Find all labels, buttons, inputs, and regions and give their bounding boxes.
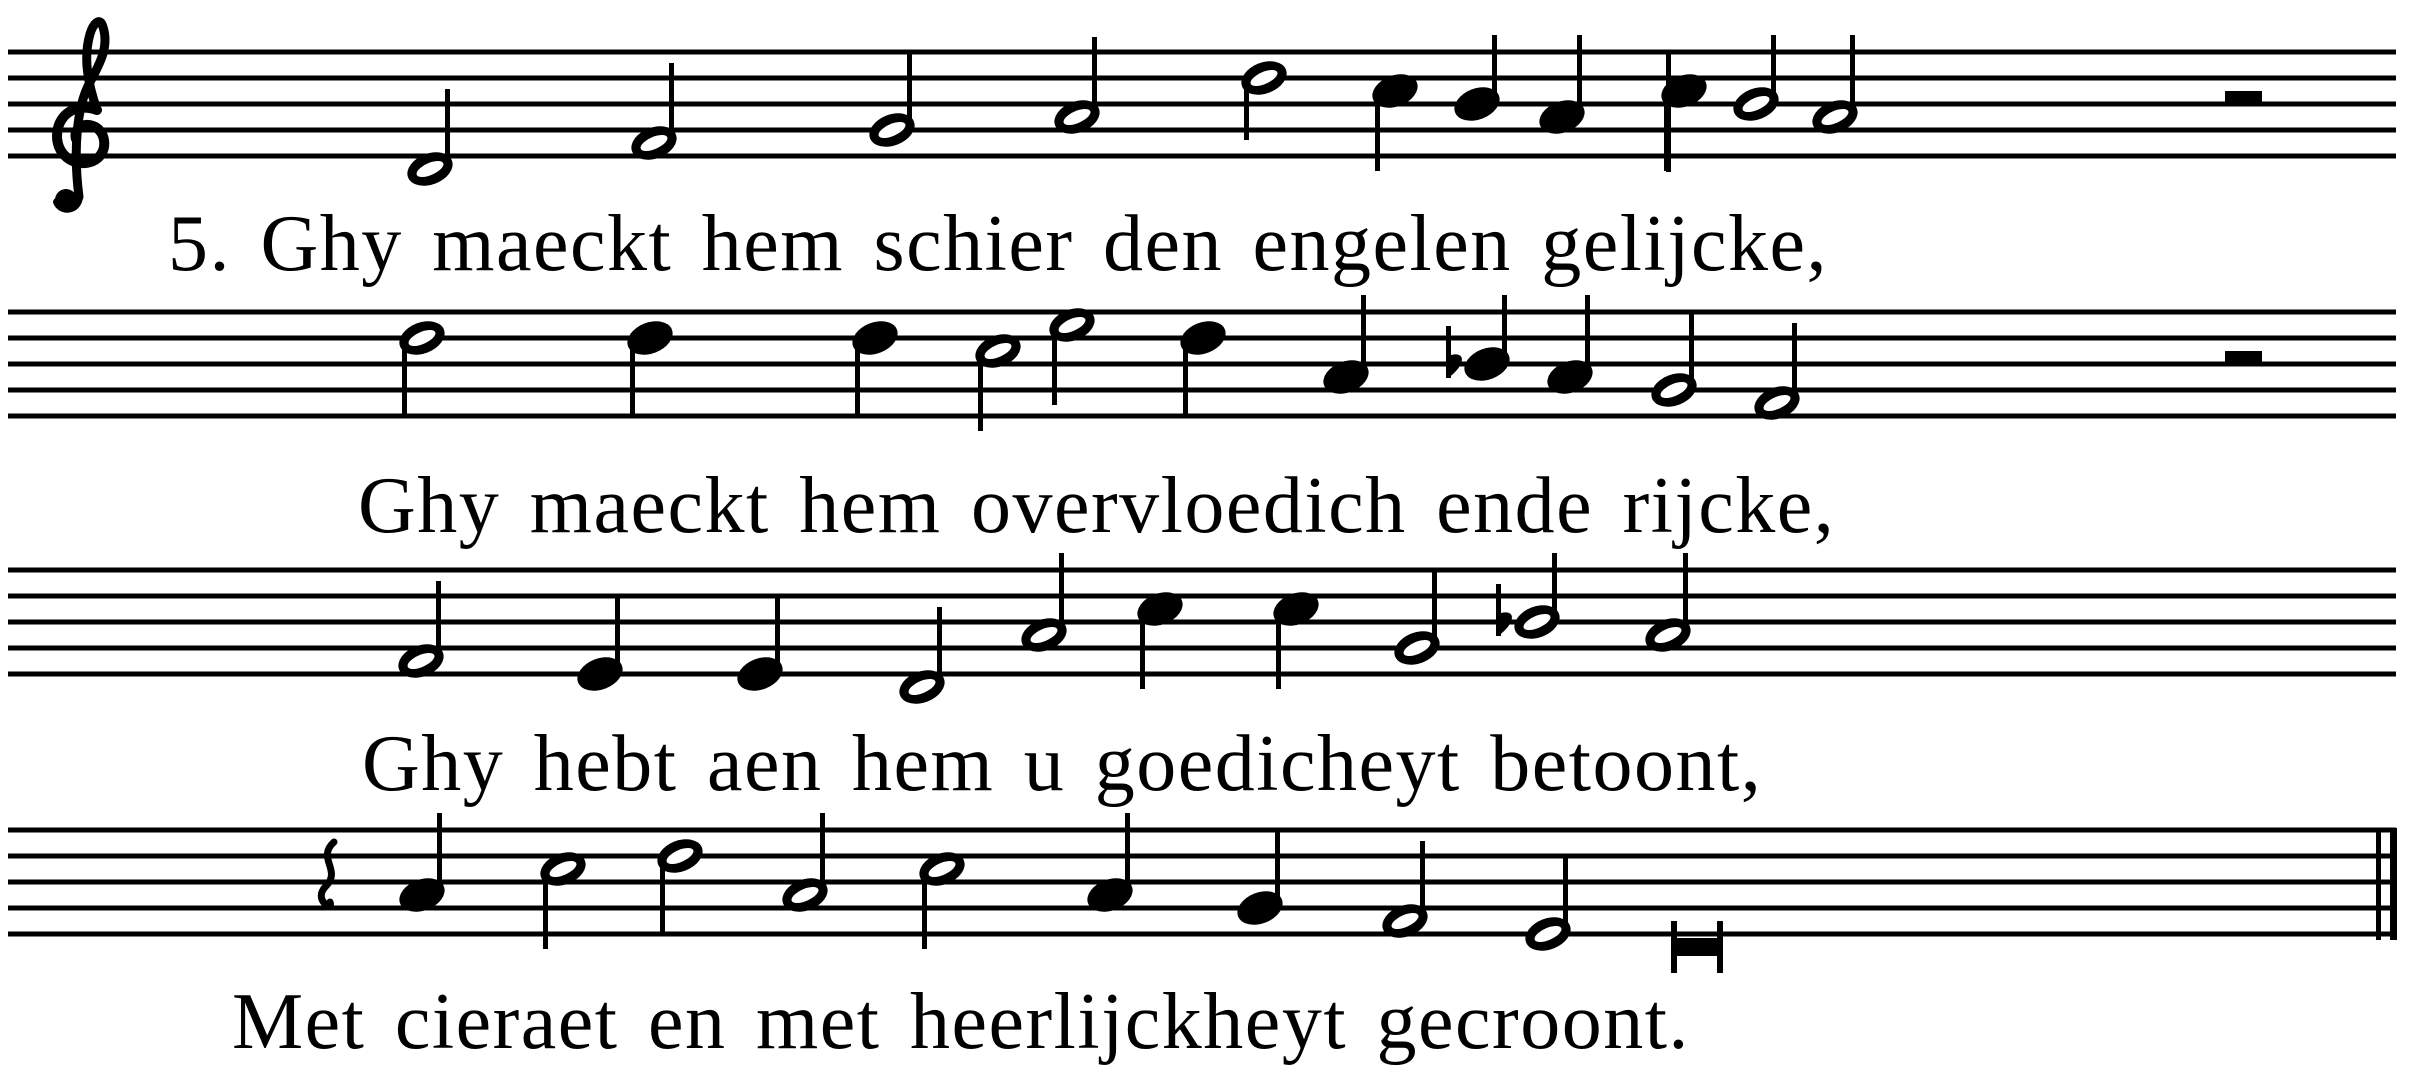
staff-line <box>8 50 2396 55</box>
lyric-line-3: Ghy hebt aen hem u goedicheyt betoont, <box>362 720 1763 808</box>
stem <box>402 336 407 418</box>
staff-line <box>8 906 2396 911</box>
stem <box>937 607 942 687</box>
lyric-line-1: 5. Ghy maeckt hem schier den engelen gelijcke, <box>168 200 1828 288</box>
stem <box>630 336 635 418</box>
stem <box>907 50 912 130</box>
stem <box>436 581 441 661</box>
stem <box>445 89 450 169</box>
longa-bar <box>1673 938 1721 956</box>
stem <box>1552 553 1557 622</box>
quarter-rest <box>321 842 334 906</box>
final-barline <box>2390 828 2397 940</box>
half-rest <box>2225 351 2262 364</box>
final-barline <box>2376 828 2381 940</box>
stem <box>1375 89 1380 171</box>
lyric-line-2: Ghy maeckt hem overvloedich ende rijcke, <box>358 462 1836 550</box>
lyric-line-4: Met cieraet en met heerlijckheyt gecroont. <box>232 978 1690 1066</box>
staff-line <box>8 362 2396 367</box>
staff-line <box>8 672 2396 677</box>
half-rest <box>2225 91 2262 104</box>
stem <box>1492 35 1497 104</box>
stem <box>1361 295 1366 377</box>
stem <box>1244 76 1249 140</box>
stem <box>1771 35 1776 104</box>
stem <box>1140 607 1145 689</box>
stem <box>1689 310 1694 390</box>
stem <box>1059 553 1064 635</box>
stem <box>1420 841 1425 921</box>
stem <box>820 813 825 895</box>
treble-clef-icon <box>55 189 77 211</box>
stem <box>978 349 983 431</box>
stem <box>1125 813 1130 895</box>
staff-line <box>8 310 2396 315</box>
staff-line <box>8 854 2396 859</box>
stem <box>775 594 780 674</box>
stem <box>855 336 860 418</box>
stem <box>1792 323 1797 403</box>
stem <box>1432 568 1437 648</box>
stem <box>1664 89 1669 171</box>
stem <box>437 813 442 895</box>
staff-line <box>8 102 2396 107</box>
stem <box>1850 35 1855 117</box>
stem <box>1092 37 1097 117</box>
staff-line <box>8 620 2396 625</box>
stem <box>615 594 620 674</box>
staff-line <box>8 828 2396 833</box>
stem <box>1502 295 1507 364</box>
stem <box>1577 35 1582 117</box>
staff-line <box>8 414 2396 419</box>
staff-line <box>8 128 2396 133</box>
staff-line <box>8 76 2396 81</box>
stem <box>1563 854 1568 934</box>
staff-line <box>8 646 2396 651</box>
stem <box>1052 323 1057 405</box>
stem <box>660 854 665 936</box>
stem <box>1683 553 1688 635</box>
stem <box>669 63 674 143</box>
staff-line <box>8 880 2396 885</box>
staff-line <box>8 568 2396 573</box>
stem <box>1585 295 1590 377</box>
staff-line <box>8 594 2396 599</box>
staff-line <box>8 154 2396 159</box>
staff-line <box>8 388 2396 393</box>
stem <box>1275 828 1280 908</box>
staff-line <box>8 932 2396 937</box>
stem <box>1276 607 1281 689</box>
stem <box>1183 336 1188 418</box>
stem <box>543 867 548 949</box>
stem <box>922 867 927 949</box>
